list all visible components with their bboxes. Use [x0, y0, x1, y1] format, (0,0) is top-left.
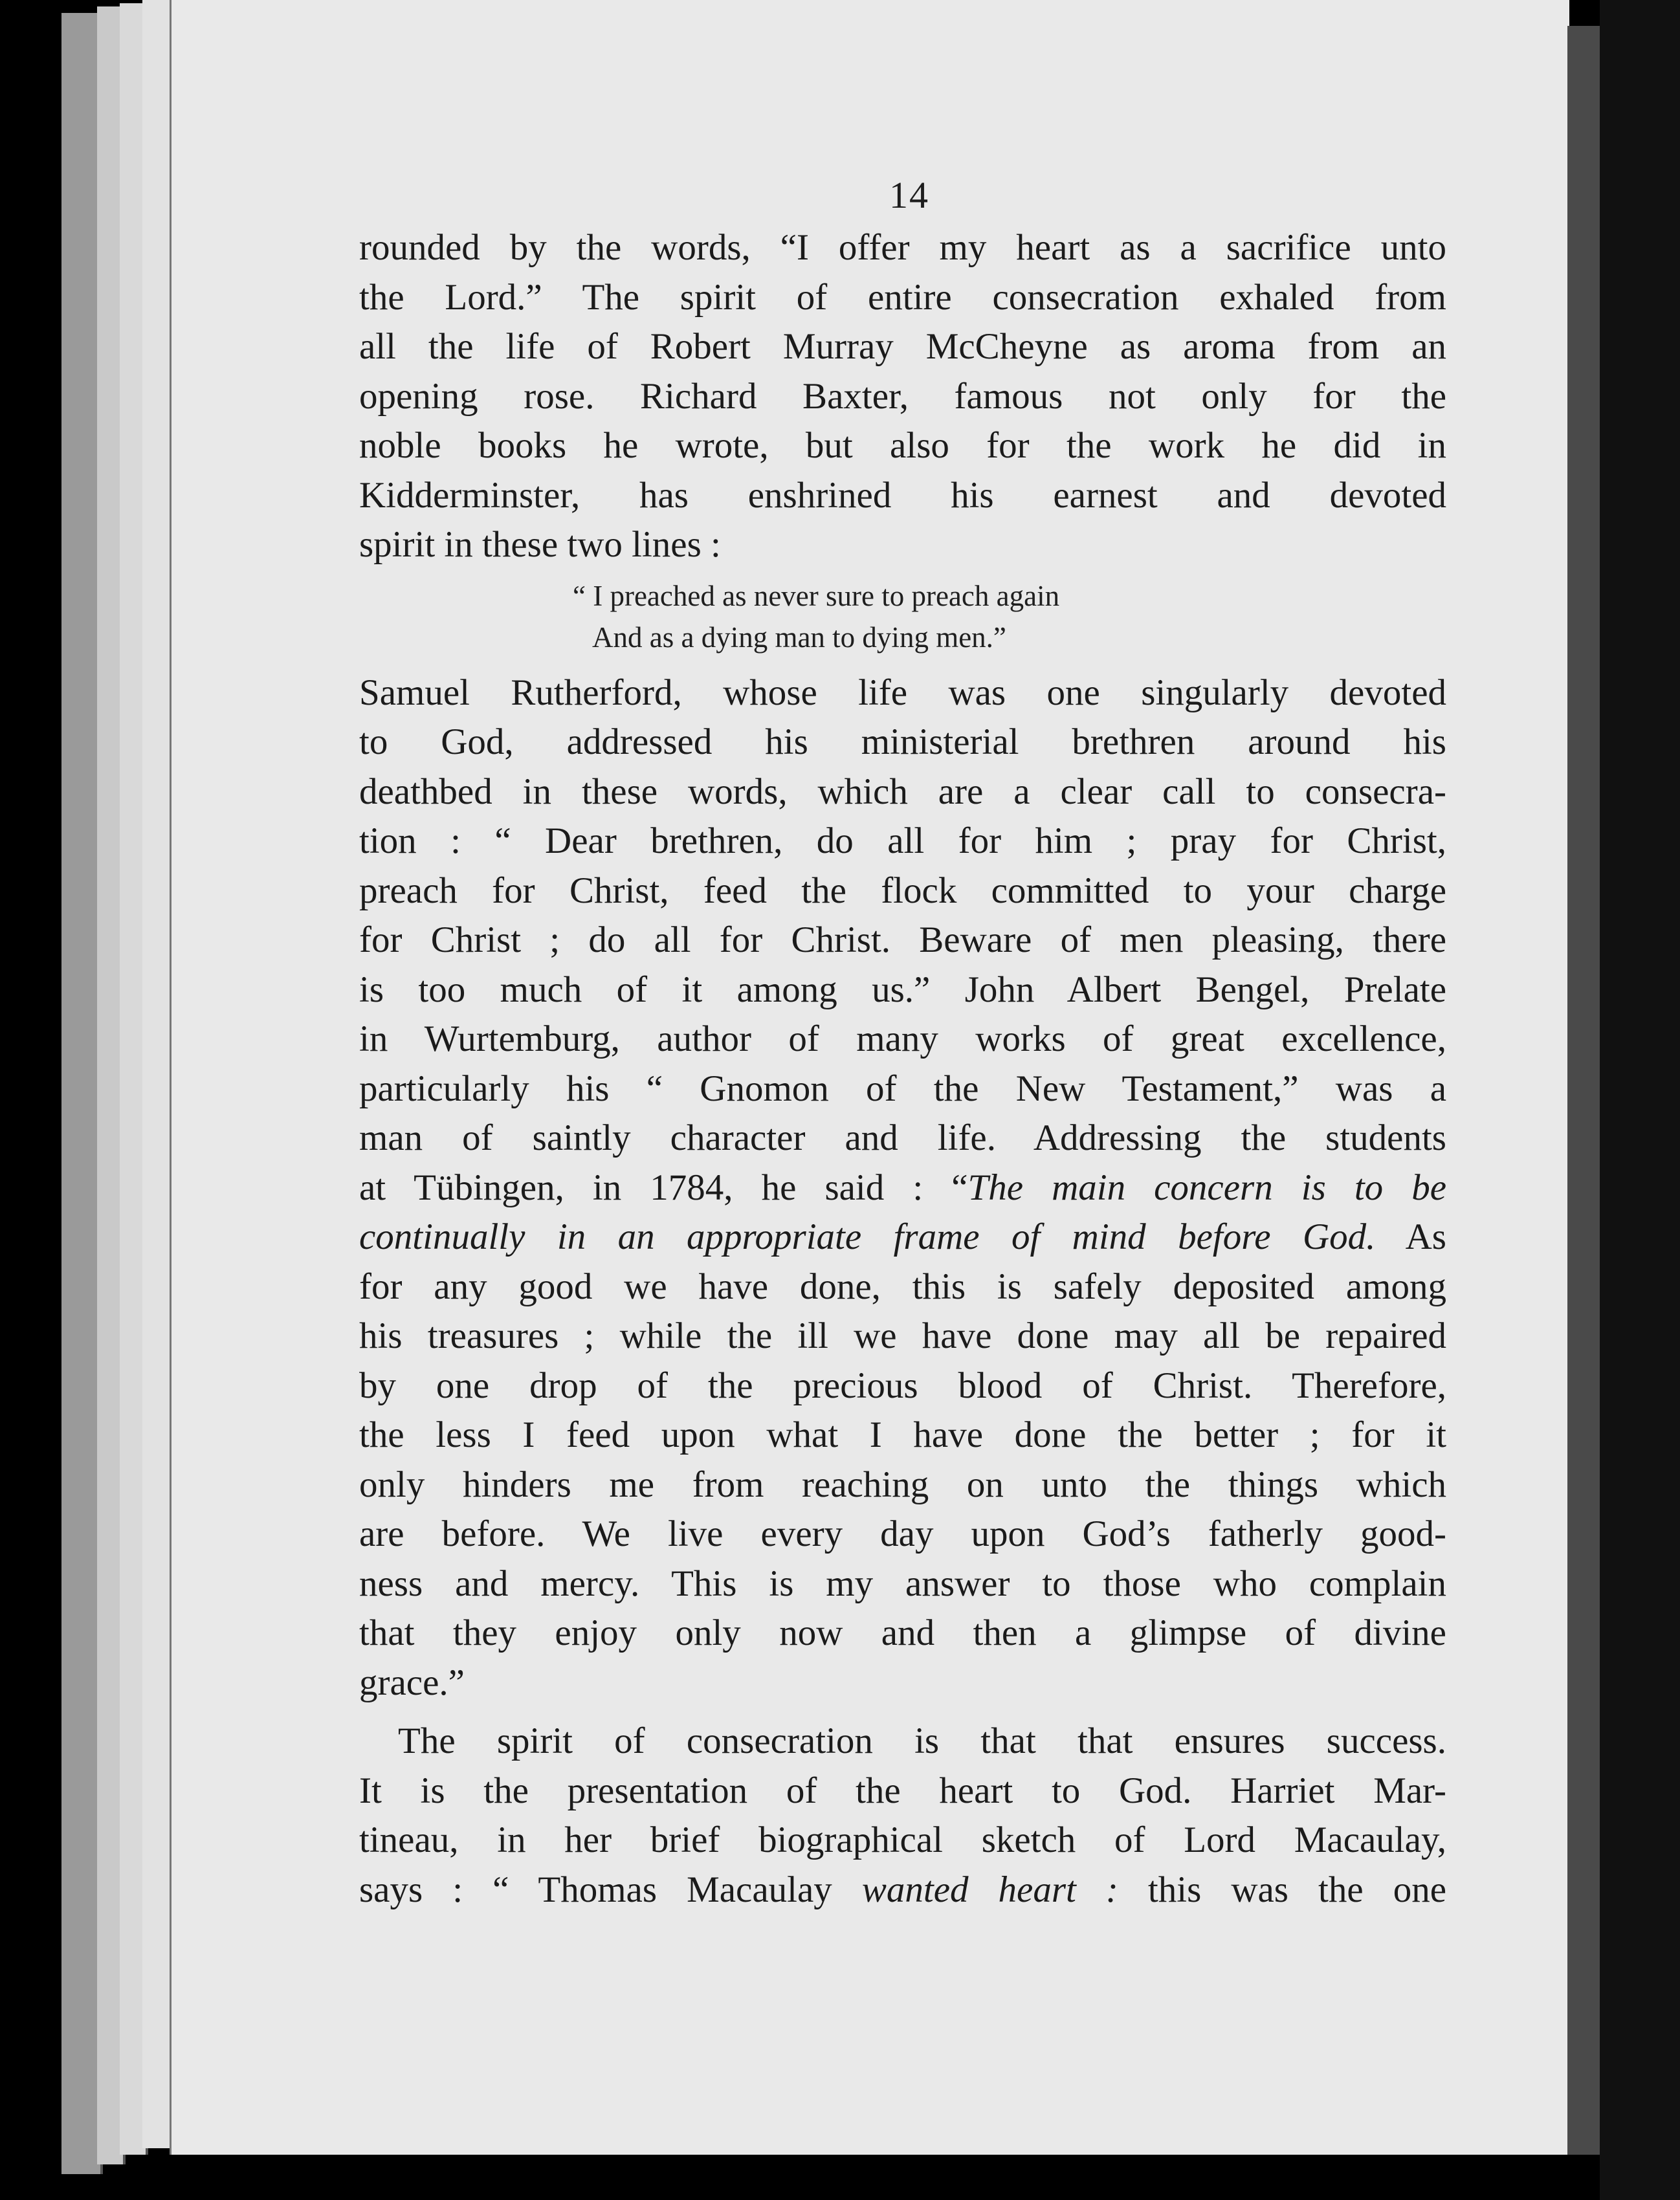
- text-line: for Christ ; do all for Christ. Beware of men pleasing, there: [359, 919, 1446, 960]
- text-line: particularly his “ Gnomon of the New Testament,” was a: [359, 1068, 1446, 1109]
- text-line: It is the presentation of the heart to God. Harriet Mar-: [359, 1770, 1446, 1811]
- verse-quote: [573, 575, 1446, 658]
- text-line: in Wurtemburg, author of many works of great excellence,: [359, 1018, 1446, 1059]
- text-segment: at Tübingen, in 1784, he said : “: [359, 1167, 968, 1208]
- italic-segment: The main concern is to be: [967, 1167, 1447, 1208]
- text-line: his treasures ; while the ill we have done may all be repaired: [359, 1315, 1446, 1356]
- verse-line: “ I preached as never sure to preach again: [573, 579, 1060, 612]
- text-line: tion : “ Dear brethren, do all for him ; pray for Christ,: [359, 820, 1446, 861]
- text-line: by one drop of the precious blood of Christ. Therefore,: [359, 1365, 1446, 1406]
- text-line: the Lord.” The spirit of entire consecration exhaled from: [359, 276, 1446, 318]
- text-line: noble books he wrote, but also for the work he did in: [359, 425, 1446, 466]
- paragraph: [359, 1717, 1446, 1915]
- text-line: tineau, in her brief biographical sketch of Lord Macaulay,: [359, 1820, 1446, 1860]
- text-line: [359, 1865, 1446, 1915]
- verse-line: And as a dying man to dying men.”: [592, 621, 1006, 654]
- facing-page-edge: [1600, 0, 1680, 2200]
- text-segment: As: [1375, 1216, 1446, 1257]
- text-line: deathbed in these words, which are a clear call to consecra-: [359, 771, 1446, 812]
- text-line: for any good we have done, this is safely deposited among: [359, 1266, 1446, 1307]
- text-line: [359, 1163, 1446, 1213]
- text-line: to God, addressed his ministerial brethren around his: [359, 721, 1446, 762]
- text-line: are before. We live every day upon God’s fatherly good-: [359, 1513, 1446, 1554]
- text-line: spirit in these two lines :: [359, 524, 721, 565]
- text-line: all the life of Robert Murray McCheyne as aroma from an: [359, 326, 1446, 367]
- binding-gutter: [1567, 26, 1600, 2155]
- text-line: The spirit of consecration is that that ensures success.: [398, 1721, 1446, 1761]
- page-body: [359, 223, 1446, 1915]
- text-line: opening rose. Richard Baxter, famous not only for the: [359, 375, 1446, 417]
- paragraph: [359, 223, 1446, 570]
- italic-segment: continually in an appropriate frame of mind before God.: [359, 1216, 1376, 1257]
- page-number: 14: [889, 174, 929, 216]
- text-line: Samuel Rutherford, whose life was one singularly devoted: [359, 672, 1446, 713]
- text-line: that they enjoy only now and then a glimpse of divine: [359, 1612, 1446, 1653]
- text-line: is too much of it among us.” John Albert Bengel, Prelate: [359, 969, 1446, 1010]
- text-line: man of saintly character and life. Addressing the students: [359, 1117, 1446, 1158]
- italic-segment: wanted heart :: [861, 1869, 1118, 1910]
- text-line: grace.”: [359, 1662, 465, 1703]
- text-segment: this was the one: [1118, 1869, 1446, 1910]
- text-line: ness and mercy. This is my answer to those who complain: [359, 1563, 1446, 1604]
- text-line: Kidderminster, has enshrined his earnest and devoted: [359, 474, 1446, 516]
- text-line: preach for Christ, feed the flock committed to your charge: [359, 870, 1446, 911]
- text-line: [359, 1213, 1446, 1262]
- text-segment: says : “ Thomas Macaulay: [359, 1869, 862, 1910]
- text-line: rounded by the words, “I offer my heart as a sacrifice unto: [359, 227, 1446, 268]
- text-line: the less I feed upon what I have done the better ; for it: [359, 1414, 1446, 1455]
- paragraph: [359, 668, 1446, 1708]
- text-line: only hinders me from reaching on unto the things which: [359, 1464, 1446, 1505]
